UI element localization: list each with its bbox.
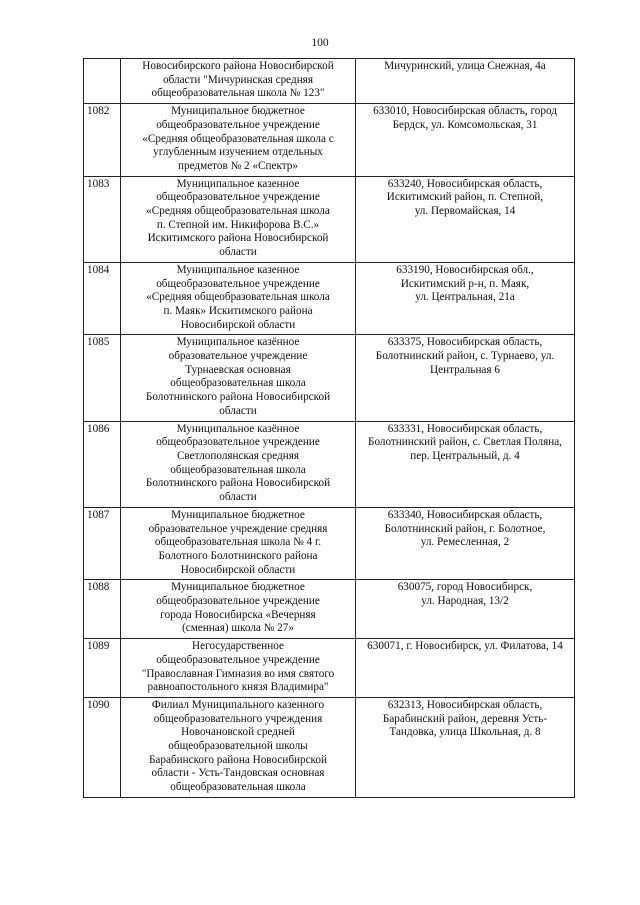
table-row xyxy=(84,335,575,421)
address-line: ул. Центральная, 21а xyxy=(415,291,515,304)
institution-name-line: Муниципальное бюджетное xyxy=(171,508,305,521)
row-number xyxy=(84,59,121,104)
address-cell xyxy=(356,507,575,580)
institution-name-line: Новосибирской области xyxy=(180,318,296,331)
institution-name-line: общеобразовательное учреждение xyxy=(156,118,320,131)
table-row xyxy=(84,639,575,698)
institution-name-line: общеобразовательная школа xyxy=(170,463,306,476)
table-row xyxy=(84,176,575,262)
table-row xyxy=(84,507,575,580)
institution-name-line: общеобразовательное учреждение xyxy=(156,277,320,290)
address-cell xyxy=(356,697,575,797)
institution-name-line: области xyxy=(219,491,257,504)
address-cell xyxy=(356,421,575,507)
institution-name-line: общеобразовательной школы xyxy=(168,740,308,753)
row-number: 1087 xyxy=(84,507,121,580)
institution-name-cell xyxy=(121,580,356,639)
institution-name-line: Филиал Муниципального казенного xyxy=(151,698,325,711)
address-line: Центральная 6 xyxy=(430,363,500,376)
address-line: 632313, Новосибирская область, xyxy=(387,698,543,711)
address-line: ул. Ремесленная, 2 xyxy=(420,536,510,549)
address-cell xyxy=(356,104,575,177)
address-line: 633190, Новосибирская обл., xyxy=(396,263,534,276)
institution-name-line: общеобразовательного учреждения xyxy=(153,712,323,725)
institution-name-line: образовательное учреждение xyxy=(168,350,308,363)
institution-name-line: области xyxy=(219,404,257,417)
institution-name-line: общеобразовательная школа № 4 г. xyxy=(154,536,322,549)
institution-name-cell xyxy=(121,59,356,104)
row-number: 1088 xyxy=(84,580,121,639)
institution-name-line: «Средняя общеобразовательная школа xyxy=(146,205,330,218)
institution-name-line: Муниципальное казенное xyxy=(176,263,300,276)
institution-name-cell xyxy=(121,507,356,580)
table-row xyxy=(84,59,575,104)
institution-name-cell xyxy=(121,697,356,797)
row-number: 1089 xyxy=(84,639,121,698)
institution-name-line: общеобразовательная школа xyxy=(170,781,306,794)
institution-name-line: Муниципальное казённое xyxy=(176,336,300,349)
address-line: пер. Центральный, д. 4 xyxy=(410,449,520,462)
address-line: ул. Народная, 13/2 xyxy=(421,595,509,608)
institution-name-line: общеобразовательная школа № 123" xyxy=(151,87,325,100)
address-line: Тандовка, улица Школьная, д. 8 xyxy=(389,726,541,739)
institution-name-line: общеобразовательное учреждение xyxy=(156,436,320,449)
institution-name-line: Новочановской средней xyxy=(181,726,295,739)
institution-name-cell xyxy=(121,262,356,335)
institution-name-line: Турнаевская основная xyxy=(185,363,291,376)
row-number: 1090 xyxy=(84,697,121,797)
institution-name-line: Муниципальное казённое xyxy=(176,422,300,435)
address-line: 633375, Новосибирская область, xyxy=(387,336,543,349)
institution-name-line: Светлополянская средняя xyxy=(176,449,300,462)
address-line: Болотнинский район, с. Турнаево, ул. xyxy=(375,350,555,363)
institution-name-line: «Средняя общеобразовательная школа xyxy=(146,291,330,304)
table-row xyxy=(84,104,575,177)
address-line: Болотнинский район, г. Болотное, xyxy=(384,522,546,535)
address-cell xyxy=(356,580,575,639)
address-line: Бердск, ул. Комсомольская, 31 xyxy=(392,118,538,131)
institution-name-line: Барабинского района Новосибирской xyxy=(148,753,328,766)
institution-name-line: общеобразовательное учреждение xyxy=(156,191,320,204)
institution-name-line: углубленным изучением отдельных xyxy=(153,146,323,159)
institution-name-cell xyxy=(121,639,356,698)
institution-name-line: города Новосибирска «Вечерняя xyxy=(160,608,316,621)
address-line: 630075, город Новосибирск, xyxy=(397,581,533,594)
table-row xyxy=(84,697,575,797)
institution-name-line: общеобразовательная школа xyxy=(170,377,306,390)
institution-name-line: Новосибирского района Новосибирской xyxy=(142,60,334,72)
address-cell xyxy=(356,335,575,421)
address-line: 633240, Новосибирская область, xyxy=(387,177,543,190)
address-line: Барабинский район, деревня Усть- xyxy=(382,712,548,725)
institution-name-line: области "Мичуринская средняя xyxy=(163,73,313,86)
address-line: Мичуринский, улица Снежная, 4а xyxy=(384,60,546,72)
address-line: 630071, г. Новосибирск, ул. Филатова, 14 xyxy=(367,640,563,653)
institution-name-line: Болотного Болотнинского района xyxy=(158,549,318,562)
institution-name-line: общеобразовательное учреждение xyxy=(156,595,320,608)
page-number: 100 xyxy=(311,37,329,49)
address-line: Искитимский р-н, п. Маяк, xyxy=(400,277,530,290)
institution-name-line: равноапостольного князя Владимира" xyxy=(147,681,329,694)
institution-name-cell xyxy=(121,104,356,177)
institution-name-line: Муниципальное бюджетное xyxy=(171,581,305,594)
institution-name-line: области - Усть-Тандовская основная xyxy=(151,767,325,780)
institution-name-cell xyxy=(121,176,356,262)
address-line: 633331, Новосибирская область, xyxy=(387,422,543,435)
address-line: ул. Первомайская, 14 xyxy=(414,205,516,218)
row-number: 1085 xyxy=(84,335,121,421)
institution-name-cell xyxy=(121,421,356,507)
institution-name-line: Искитимского района Новосибирской xyxy=(147,232,329,245)
row-number: 1083 xyxy=(84,176,121,262)
row-number: 1084 xyxy=(84,262,121,335)
institution-name-line: общеобразовательное учреждение xyxy=(156,653,320,666)
institution-name-line: Негосударственное xyxy=(192,640,284,653)
row-number: 1086 xyxy=(84,421,121,507)
institution-name-line: п. Маяк» Искитимского района xyxy=(163,304,313,317)
institutions-table xyxy=(83,58,575,798)
row-number: 1082 xyxy=(84,104,121,177)
address-line: Искитимский район, п. Степной, xyxy=(386,191,544,204)
address-cell xyxy=(356,59,575,104)
institution-name-line: Новосибирской области xyxy=(180,563,296,576)
institution-name-line: Болотнинского района Новосибирской xyxy=(145,391,331,404)
institution-name-line: п. Степной им. Никифорова В.С.» xyxy=(156,218,320,231)
institution-name-line: Болотнинского района Новосибирской xyxy=(145,477,331,490)
address-cell xyxy=(356,639,575,698)
institution-name-line: (сменная) школа № 27» xyxy=(182,622,294,635)
institutions-table-body xyxy=(84,59,575,798)
institution-name-line: «Средняя общеобразовательная школа с xyxy=(142,132,334,145)
table-row xyxy=(84,421,575,507)
institution-name-cell xyxy=(121,335,356,421)
table-row xyxy=(84,580,575,639)
institution-name-line: области xyxy=(219,246,257,259)
table-row xyxy=(84,262,575,335)
address-line: Болотнинский район, с. Светлая Поляна, xyxy=(368,436,562,449)
address-cell xyxy=(356,176,575,262)
address-line: 633010, Новосибирская область, город xyxy=(373,105,557,118)
institution-name-line: предметов № 2 «Спектр» xyxy=(178,159,298,172)
institution-name-line: образовательное учреждение средняя xyxy=(148,522,328,535)
institution-name-line: Муниципальное казенное xyxy=(176,177,300,190)
institution-name-line: "Православная Гимназия во имя святого xyxy=(141,667,335,680)
address-cell xyxy=(356,262,575,335)
address-line: 633340, Новосибирская область, xyxy=(387,508,543,521)
institution-name-line: Муниципальное бюджетное xyxy=(171,105,305,118)
